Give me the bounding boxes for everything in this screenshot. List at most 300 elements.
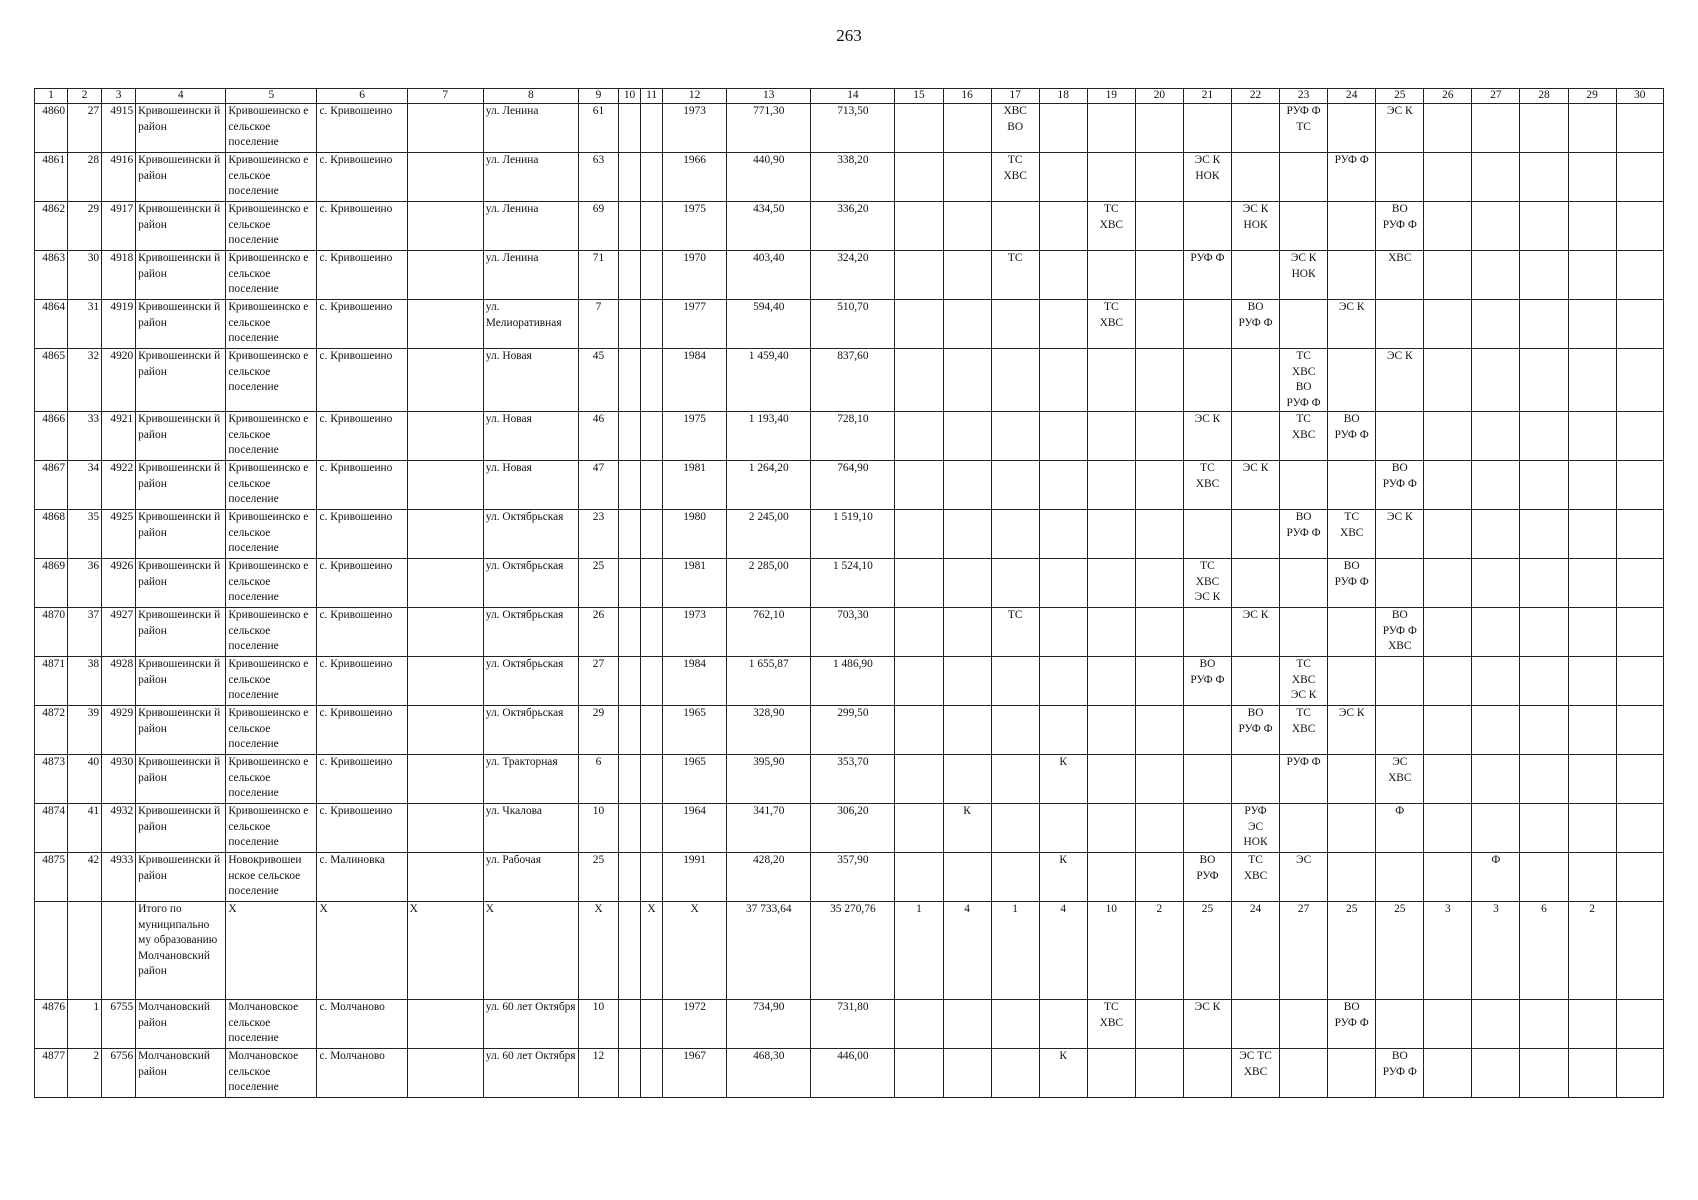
table-cell-col-25: ВО РУФ Ф (1376, 461, 1424, 510)
table-cell-col-4: Кривошеински й район (136, 300, 226, 349)
table-cell-col-24: 25 (1328, 902, 1376, 1000)
table-cell-col-23: ЭС К НОК (1280, 251, 1328, 300)
table-cell-col-15 (895, 1049, 943, 1098)
column-header-23: 23 (1280, 89, 1328, 104)
table-cell-col-30 (1616, 251, 1663, 300)
table-cell-col-18 (1039, 804, 1087, 853)
table-cell-col-22: 24 (1232, 902, 1280, 1000)
table-cell-col-23: 27 (1280, 902, 1328, 1000)
table-cell-col-21: ТС ХВС ЭС К (1183, 559, 1231, 608)
table-cell-col-3: 4927 (102, 608, 136, 657)
table-cell-col-16 (943, 153, 991, 202)
table-cell-col-16 (943, 412, 991, 461)
table-cell-col-26 (1424, 300, 1472, 349)
table-cell-col-9: 10 (578, 1000, 618, 1049)
table-cell-col-11 (641, 853, 663, 902)
table-cell-col-4: Итого по муниципально му образованию Молчановский район (136, 902, 226, 1000)
table-cell-col-23: РУФ Ф (1280, 755, 1328, 804)
table-cell-col-9: 47 (578, 461, 618, 510)
table-cell-col-20 (1135, 706, 1183, 755)
table-cell-col-23: ЭС (1280, 853, 1328, 902)
table-cell-col-20 (1135, 657, 1183, 706)
table-cell-col-4: Кривошеински й район (136, 349, 226, 412)
table-cell-col-22: РУФ ЭС НОК (1232, 804, 1280, 853)
table-cell-col-25: ВО РУФ Ф (1376, 202, 1424, 251)
table-cell-col-16 (943, 755, 991, 804)
table-cell-col-28 (1520, 1000, 1568, 1049)
table-cell-col-18: 4 (1039, 902, 1087, 1000)
table-cell-col-11 (641, 349, 663, 412)
table-cell-col-12: 1966 (663, 153, 727, 202)
table-cell-col-23 (1280, 559, 1328, 608)
table-cell-col-29 (1568, 104, 1616, 153)
column-header-6: 6 (317, 89, 407, 104)
table-cell-col-7 (407, 804, 483, 853)
table-cell-col-26 (1424, 251, 1472, 300)
table-cell-col-20 (1135, 349, 1183, 412)
table-cell-col-7 (407, 755, 483, 804)
table-cell-col-2: 31 (68, 300, 102, 349)
table-cell-col-28 (1520, 153, 1568, 202)
table-cell-col-11: Х (641, 902, 663, 1000)
table-cell-col-6: с. Молчаново (317, 1049, 407, 1098)
table-cell-col-19 (1087, 251, 1135, 300)
table-cell-col-21: ЭС К НОК (1183, 153, 1231, 202)
table-cell-col-16 (943, 202, 991, 251)
table-cell-col-27: Ф (1472, 853, 1520, 902)
table-cell-col-7 (407, 153, 483, 202)
table-cell-col-3: 4929 (102, 706, 136, 755)
table-cell-col-6: с. Кривошеино (317, 104, 407, 153)
table-cell-col-6: с. Кривошеино (317, 559, 407, 608)
table-cell-col-8: ул. Рабочая (483, 853, 578, 902)
table-cell-col-2: 34 (68, 461, 102, 510)
table-cell-col-17 (991, 559, 1039, 608)
table-cell-col-15 (895, 412, 943, 461)
table-cell-col-27 (1472, 104, 1520, 153)
table-cell-col-6: с. Молчаново (317, 1000, 407, 1049)
table-cell-col-4: Кривошеински й район (136, 706, 226, 755)
table-cell-col-13: 594,40 (727, 300, 811, 349)
table-cell-col-7 (407, 1000, 483, 1049)
table-cell-col-10 (619, 349, 641, 412)
table-cell-col-5: Х (226, 902, 317, 1000)
table-cell-col-8: ул. Новая (483, 349, 578, 412)
table-cell-col-14: 728,10 (811, 412, 895, 461)
table-cell-col-27 (1472, 706, 1520, 755)
table-cell-col-10 (619, 153, 641, 202)
table-cell-col-3: 4915 (102, 104, 136, 153)
table-cell-col-29 (1568, 412, 1616, 461)
column-header-20: 20 (1135, 89, 1183, 104)
table-cell-col-20: 2 (1135, 902, 1183, 1000)
table-cell-col-7 (407, 349, 483, 412)
column-header-4: 4 (136, 89, 226, 104)
column-header-26: 26 (1424, 89, 1472, 104)
table-cell-col-28 (1520, 657, 1568, 706)
table-cell-col-23 (1280, 804, 1328, 853)
table-row (35, 657, 1664, 706)
table-cell-col-17 (991, 657, 1039, 706)
table-cell-col-2: 33 (68, 412, 102, 461)
table-cell-col-10 (619, 902, 641, 1000)
table-cell-col-6: с. Кривошеино (317, 251, 407, 300)
table-cell-col-14: 338,20 (811, 153, 895, 202)
table-cell-col-22: ВО РУФ Ф (1232, 300, 1280, 349)
table-cell-col-23: ВО РУФ Ф (1280, 510, 1328, 559)
table-cell-col-16 (943, 349, 991, 412)
table-cell-col-20 (1135, 461, 1183, 510)
table-cell-col-10 (619, 853, 641, 902)
table-cell-col-28 (1520, 559, 1568, 608)
table-cell-col-1: 4864 (35, 300, 68, 349)
table-cell-col-5: Кривошеинско е сельское поселение (226, 559, 317, 608)
table-cell-col-11 (641, 1000, 663, 1049)
column-header-13: 13 (727, 89, 811, 104)
table-cell-col-9: 46 (578, 412, 618, 461)
table-row (35, 755, 1664, 804)
table-cell-col-1: 4863 (35, 251, 68, 300)
table-cell-col-30 (1616, 412, 1663, 461)
table-cell-col-3: 6755 (102, 1000, 136, 1049)
table-cell-col-26 (1424, 804, 1472, 853)
table-cell-col-27 (1472, 657, 1520, 706)
table-cell-col-13: 1 264,20 (727, 461, 811, 510)
table-cell-col-13: 1 459,40 (727, 349, 811, 412)
table-cell-col-16 (943, 1000, 991, 1049)
table-cell-col-13: 395,90 (727, 755, 811, 804)
table-cell-col-30 (1616, 153, 1663, 202)
table-cell-col-1: 4874 (35, 804, 68, 853)
table-cell-col-29 (1568, 559, 1616, 608)
table-cell-col-16 (943, 1049, 991, 1098)
table-cell-col-12: 1991 (663, 853, 727, 902)
table-cell-col-14: 703,30 (811, 608, 895, 657)
table-cell-col-28 (1520, 349, 1568, 412)
table-cell-col-15 (895, 461, 943, 510)
table-cell-col-3: 4919 (102, 300, 136, 349)
table-cell-col-24 (1328, 349, 1376, 412)
table-cell-col-25: ЭС К (1376, 349, 1424, 412)
table-row (35, 349, 1664, 412)
table-cell-col-17: ТС (991, 251, 1039, 300)
table-cell-col-2: 1 (68, 1000, 102, 1049)
table-cell-col-18 (1039, 559, 1087, 608)
table-cell-col-9: 6 (578, 755, 618, 804)
table-cell-col-19 (1087, 706, 1135, 755)
table-cell-col-11 (641, 300, 663, 349)
table-cell-col-19 (1087, 804, 1135, 853)
table-cell-col-3: 4916 (102, 153, 136, 202)
total-row (35, 902, 1664, 1000)
table-cell-col-24 (1328, 461, 1376, 510)
table-cell-col-2: 41 (68, 804, 102, 853)
table-cell-col-28 (1520, 804, 1568, 853)
column-header-2: 2 (68, 89, 102, 104)
table-cell-col-30 (1616, 804, 1663, 853)
table-cell-col-20 (1135, 251, 1183, 300)
table-cell-col-24 (1328, 755, 1376, 804)
table-cell-col-9: 71 (578, 251, 618, 300)
table-cell-col-28 (1520, 706, 1568, 755)
table-cell-col-9: 45 (578, 349, 618, 412)
table-cell-col-27 (1472, 804, 1520, 853)
table-cell-col-24 (1328, 1049, 1376, 1098)
table-cell-col-16 (943, 461, 991, 510)
table-cell-col-13: 328,90 (727, 706, 811, 755)
table-cell-col-15 (895, 853, 943, 902)
table-cell-col-25 (1376, 1000, 1424, 1049)
table-cell-col-28 (1520, 412, 1568, 461)
table-cell-col-29 (1568, 251, 1616, 300)
table-cell-col-19 (1087, 153, 1135, 202)
table-cell-col-10 (619, 755, 641, 804)
table-cell-col-21 (1183, 755, 1231, 804)
table-row (35, 559, 1664, 608)
table-cell-col-24: ВО РУФ Ф (1328, 1000, 1376, 1049)
table-cell-col-9: 23 (578, 510, 618, 559)
table-cell-col-7 (407, 657, 483, 706)
table-row (35, 153, 1664, 202)
table-cell-col-11 (641, 706, 663, 755)
table-cell-col-25 (1376, 657, 1424, 706)
table-cell-col-19 (1087, 755, 1135, 804)
table-cell-col-16 (943, 300, 991, 349)
table-cell-col-15 (895, 559, 943, 608)
table-cell-col-9: 61 (578, 104, 618, 153)
table-cell-col-12: 1981 (663, 559, 727, 608)
table-cell-col-17 (991, 461, 1039, 510)
table-cell-col-24 (1328, 104, 1376, 153)
table-cell-col-6: с. Кривошеино (317, 153, 407, 202)
table-cell-col-27 (1472, 251, 1520, 300)
table-cell-col-8: ул. Ленина (483, 202, 578, 251)
table-cell-col-5: Молчановское сельское поселение (226, 1049, 317, 1098)
table-cell-col-13: 468,30 (727, 1049, 811, 1098)
table-cell-col-20 (1135, 153, 1183, 202)
table-cell-col-20 (1135, 412, 1183, 461)
table-cell-col-8: ул. Ленина (483, 251, 578, 300)
table-cell-col-23: ТС ХВС (1280, 412, 1328, 461)
column-header-22: 22 (1232, 89, 1280, 104)
table-cell-col-15 (895, 657, 943, 706)
table-row (35, 804, 1664, 853)
table-cell-col-14: 357,90 (811, 853, 895, 902)
table-cell-col-15: 1 (895, 902, 943, 1000)
table-cell-col-17 (991, 1049, 1039, 1098)
table-cell-col-7 (407, 412, 483, 461)
table-cell-col-20 (1135, 608, 1183, 657)
table-cell-col-19 (1087, 657, 1135, 706)
table-cell-col-29 (1568, 608, 1616, 657)
column-header-15: 15 (895, 89, 943, 104)
table-cell-col-29 (1568, 755, 1616, 804)
table-cell-col-13: 428,20 (727, 853, 811, 902)
table-cell-col-5: Кривошеинско е сельское поселение (226, 412, 317, 461)
table-cell-col-24 (1328, 804, 1376, 853)
table-row (35, 1000, 1664, 1049)
table-cell-col-24: ЭС К (1328, 706, 1376, 755)
table-cell-col-2: 39 (68, 706, 102, 755)
table-cell-col-21 (1183, 706, 1231, 755)
table-cell-col-9: Х (578, 902, 618, 1000)
table-cell-col-5: Кривошеинско е сельское поселение (226, 755, 317, 804)
table-cell-col-7 (407, 510, 483, 559)
table-cell-col-12: 1980 (663, 510, 727, 559)
table-cell-col-29 (1568, 657, 1616, 706)
table-cell-col-13: 341,70 (727, 804, 811, 853)
table-cell-col-4: Кривошеински й район (136, 104, 226, 153)
table-cell-col-17 (991, 510, 1039, 559)
table-cell-col-6: с. Малиновка (317, 853, 407, 902)
table-cell-col-17: ХВС ВО (991, 104, 1039, 153)
table-cell-col-12: 1973 (663, 608, 727, 657)
table-cell-col-11 (641, 153, 663, 202)
table-cell-col-29 (1568, 510, 1616, 559)
table-cell-col-12: 1975 (663, 412, 727, 461)
table-cell-col-4: Кривошеински й район (136, 755, 226, 804)
table-cell-col-3 (102, 902, 136, 1000)
table-cell-col-23 (1280, 202, 1328, 251)
table-cell-col-5: Кривошеинско е сельское поселение (226, 461, 317, 510)
table-cell-col-18 (1039, 1000, 1087, 1049)
table-cell-col-1: 4860 (35, 104, 68, 153)
table-cell-col-28 (1520, 510, 1568, 559)
table-cell-col-23: РУФ Ф ТС (1280, 104, 1328, 153)
table-cell-col-18 (1039, 349, 1087, 412)
table-cell-col-10 (619, 510, 641, 559)
table-cell-col-30 (1616, 461, 1663, 510)
table-cell-col-2: 27 (68, 104, 102, 153)
table-cell-col-17 (991, 202, 1039, 251)
table-cell-col-26 (1424, 510, 1472, 559)
table-cell-col-13: 762,10 (727, 608, 811, 657)
table-cell-col-12: 1970 (663, 251, 727, 300)
table-cell-col-8: ул. Ленина (483, 153, 578, 202)
table-cell-col-25 (1376, 706, 1424, 755)
table-cell-col-29 (1568, 300, 1616, 349)
table-cell-col-18: К (1039, 853, 1087, 902)
table-cell-col-30 (1616, 104, 1663, 153)
table-cell-col-23: ТС ХВС (1280, 706, 1328, 755)
table-cell-col-25: ВО РУФ Ф ХВС (1376, 608, 1424, 657)
table-cell-col-8: ул. Чкалова (483, 804, 578, 853)
table-cell-col-10 (619, 804, 641, 853)
table-cell-col-14: 299,50 (811, 706, 895, 755)
table-cell-col-25: 25 (1376, 902, 1424, 1000)
table-cell-col-20 (1135, 1049, 1183, 1098)
table-cell-col-11 (641, 755, 663, 804)
table-cell-col-11 (641, 251, 663, 300)
table-cell-col-1: 4861 (35, 153, 68, 202)
table-row (35, 1049, 1664, 1098)
table-cell-col-29 (1568, 1000, 1616, 1049)
table-cell-col-4: Кривошеински й район (136, 461, 226, 510)
table-cell-col-8: ул. Октябрьская (483, 559, 578, 608)
table-row (35, 706, 1664, 755)
table-cell-col-3: 4920 (102, 349, 136, 412)
table-cell-col-6: с. Кривошеино (317, 608, 407, 657)
table-cell-col-5: Новокривошеи нское сельское поселение (226, 853, 317, 902)
table-cell-col-9: 10 (578, 804, 618, 853)
table-cell-col-15 (895, 202, 943, 251)
table-cell-col-9: 63 (578, 153, 618, 202)
column-header-11: 11 (641, 89, 663, 104)
table-cell-col-24: РУФ Ф (1328, 153, 1376, 202)
table-cell-col-1: 4877 (35, 1049, 68, 1098)
table-cell-col-22 (1232, 755, 1280, 804)
table-cell-col-30 (1616, 706, 1663, 755)
table-cell-col-11 (641, 202, 663, 251)
table-cell-col-26 (1424, 657, 1472, 706)
table-cell-col-16 (943, 608, 991, 657)
table-cell-col-6: с. Кривошеино (317, 755, 407, 804)
table-cell-col-2: 29 (68, 202, 102, 251)
table-cell-col-2: 36 (68, 559, 102, 608)
table-cell-col-16: К (943, 804, 991, 853)
column-header-14: 14 (811, 89, 895, 104)
table-cell-col-6: с. Кривошеино (317, 202, 407, 251)
table-cell-col-14: 1 486,90 (811, 657, 895, 706)
table-cell-col-21: ЭС К (1183, 1000, 1231, 1049)
table-cell-col-29 (1568, 202, 1616, 251)
table-cell-col-9: 25 (578, 853, 618, 902)
table-cell-col-26 (1424, 559, 1472, 608)
table-cell-col-19 (1087, 608, 1135, 657)
table-cell-col-6: с. Кривошеино (317, 412, 407, 461)
table-cell-col-3: 6756 (102, 1049, 136, 1098)
table-cell-col-10 (619, 1049, 641, 1098)
table-cell-col-28 (1520, 251, 1568, 300)
table-cell-col-13: 1 655,87 (727, 657, 811, 706)
table-cell-col-26 (1424, 461, 1472, 510)
table-cell-col-19 (1087, 104, 1135, 153)
table-cell-col-3: 4921 (102, 412, 136, 461)
table-cell-col-30 (1616, 349, 1663, 412)
table-cell-col-27 (1472, 461, 1520, 510)
table-cell-col-22 (1232, 251, 1280, 300)
table-cell-col-26 (1424, 1049, 1472, 1098)
table-cell-col-5: Кривошеинско е сельское поселение (226, 510, 317, 559)
table-cell-col-26: 3 (1424, 902, 1472, 1000)
table-cell-col-28 (1520, 608, 1568, 657)
table-cell-col-15 (895, 1000, 943, 1049)
table-cell-col-12: 1965 (663, 706, 727, 755)
table-cell-col-17: ТС (991, 608, 1039, 657)
table-cell-col-2: 28 (68, 153, 102, 202)
table-cell-col-14: 731,80 (811, 1000, 895, 1049)
table-cell-col-1: 4876 (35, 1000, 68, 1049)
table-cell-col-21: ВО РУФ (1183, 853, 1231, 902)
table-cell-col-24 (1328, 853, 1376, 902)
column-header-18: 18 (1039, 89, 1087, 104)
table-cell-col-10 (619, 412, 641, 461)
table-cell-col-8: ул. Октябрьская (483, 510, 578, 559)
table-cell-col-14: 1 519,10 (811, 510, 895, 559)
table-cell-col-30 (1616, 300, 1663, 349)
table-cell-col-16: 4 (943, 902, 991, 1000)
table-cell-col-30 (1616, 559, 1663, 608)
table-cell-col-7 (407, 1049, 483, 1098)
table-cell-col-25 (1376, 153, 1424, 202)
table-cell-col-29 (1568, 706, 1616, 755)
table-cell-col-7: Х (407, 902, 483, 1000)
table-cell-col-21 (1183, 202, 1231, 251)
table-cell-col-23 (1280, 1049, 1328, 1098)
table-cell-col-2: 30 (68, 251, 102, 300)
table-cell-col-8: ул. 60 лет Октября (483, 1049, 578, 1098)
table-cell-col-12: 1973 (663, 104, 727, 153)
